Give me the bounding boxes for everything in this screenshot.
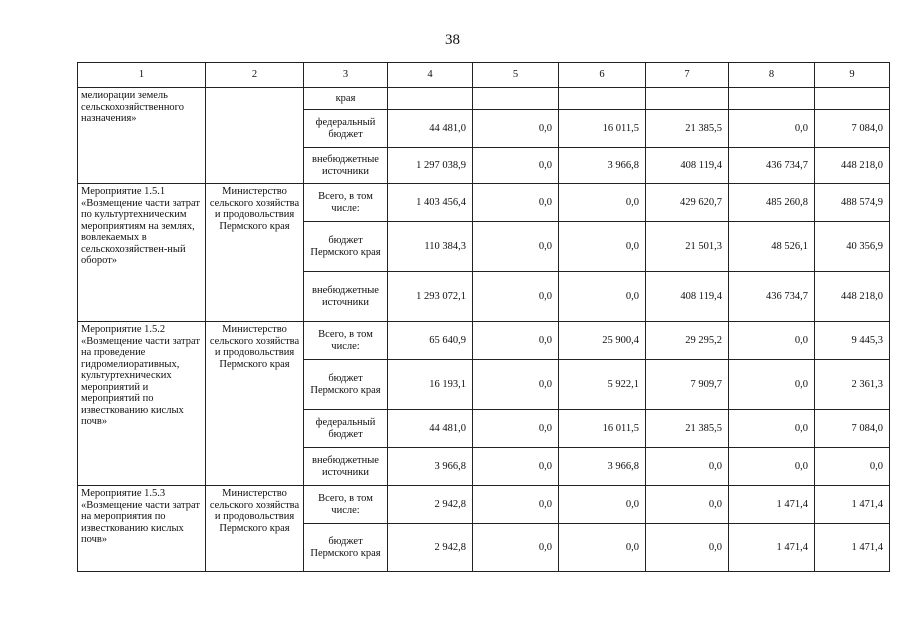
value-cell: 0,0 xyxy=(559,184,646,222)
value-cell: 29 295,2 xyxy=(646,322,729,360)
value-cell: 0,0 xyxy=(729,448,815,486)
value-cell: 0,0 xyxy=(729,110,815,148)
value-cell: 488 574,9 xyxy=(815,184,890,222)
value-cell: 2 361,3 xyxy=(815,360,890,410)
col-header-7: 7 xyxy=(646,63,729,88)
value-cell: 48 526,1 xyxy=(729,222,815,272)
value-cell: 0,0 xyxy=(559,222,646,272)
value-cell xyxy=(388,88,473,110)
activity-description: Мероприятие 1.5.2 «Возмещение части затрат на проведение гидромелиоративных, культуртехнических мероприятий и мероприятий по известкованию кислых почв» xyxy=(78,322,206,486)
value-cell: 0,0 xyxy=(646,524,729,572)
value-cell: 0,0 xyxy=(729,322,815,360)
value-cell: 21 385,5 xyxy=(646,410,729,448)
value-cell: 485 260,8 xyxy=(729,184,815,222)
value-cell: 2 942,8 xyxy=(388,486,473,524)
funding-source: внебюджетные источники xyxy=(304,148,388,184)
value-cell xyxy=(646,88,729,110)
value-cell: 1 293 072,1 xyxy=(388,272,473,322)
value-cell: 0,0 xyxy=(473,110,559,148)
value-cell: 0,0 xyxy=(729,410,815,448)
value-cell: 0,0 xyxy=(473,148,559,184)
header-row xyxy=(78,63,890,88)
value-cell xyxy=(729,88,815,110)
funding-source: Всего, в том числе: xyxy=(304,322,388,360)
value-cell: 0,0 xyxy=(473,322,559,360)
responsible-org: Министерство сельского хозяйства и продовольствия Пермского края xyxy=(206,184,304,322)
value-cell: 7 909,7 xyxy=(646,360,729,410)
col-header-3: 3 xyxy=(304,63,388,88)
page-number: 38 xyxy=(445,32,460,48)
funding-source: бюджет Пермского края xyxy=(304,360,388,410)
value-cell: 0,0 xyxy=(473,222,559,272)
value-cell: 16 193,1 xyxy=(388,360,473,410)
value-cell xyxy=(815,88,890,110)
funding-source: Всего, в том числе: xyxy=(304,184,388,222)
value-cell: 0,0 xyxy=(473,410,559,448)
funding-source: внебюджетные источники xyxy=(304,448,388,486)
value-cell: 0,0 xyxy=(473,360,559,410)
value-cell xyxy=(559,88,646,110)
value-cell: 436 734,7 xyxy=(729,148,815,184)
col-header-6: 6 xyxy=(559,63,646,88)
responsible-org: Министерство сельского хозяйства и продовольствия Пермского края xyxy=(206,486,304,572)
value-cell: 0,0 xyxy=(473,486,559,524)
value-cell: 448 218,0 xyxy=(815,148,890,184)
responsible-org xyxy=(206,88,304,184)
value-cell: 3 966,8 xyxy=(559,148,646,184)
value-cell: 16 011,5 xyxy=(559,410,646,448)
value-cell: 3 966,8 xyxy=(559,448,646,486)
col-header-1: 1 xyxy=(78,63,206,88)
table-row xyxy=(78,184,890,222)
value-cell: 0,0 xyxy=(559,486,646,524)
value-cell: 1 471,4 xyxy=(729,486,815,524)
col-header-8: 8 xyxy=(729,63,815,88)
value-cell: 0,0 xyxy=(473,524,559,572)
value-cell: 448 218,0 xyxy=(815,272,890,322)
funding-source: бюджет Пермского края xyxy=(304,524,388,572)
value-cell: 2 942,8 xyxy=(388,524,473,572)
value-cell: 7 084,0 xyxy=(815,110,890,148)
value-cell: 1 471,4 xyxy=(815,486,890,524)
value-cell: 44 481,0 xyxy=(388,410,473,448)
value-cell: 429 620,7 xyxy=(646,184,729,222)
col-header-9: 9 xyxy=(815,63,890,88)
value-cell: 408 119,4 xyxy=(646,148,729,184)
value-cell: 40 356,9 xyxy=(815,222,890,272)
value-cell: 110 384,3 xyxy=(388,222,473,272)
value-cell: 0,0 xyxy=(729,360,815,410)
value-cell: 1 471,4 xyxy=(815,524,890,572)
value-cell: 1 403 456,4 xyxy=(388,184,473,222)
value-cell: 65 640,9 xyxy=(388,322,473,360)
value-cell: 16 011,5 xyxy=(559,110,646,148)
value-cell: 0,0 xyxy=(473,448,559,486)
value-cell: 21 385,5 xyxy=(646,110,729,148)
funding-source: федеральный бюджет xyxy=(304,410,388,448)
funding-source: внебюджетные источники xyxy=(304,272,388,322)
value-cell: 1 297 038,9 xyxy=(388,148,473,184)
value-cell xyxy=(473,88,559,110)
table-row xyxy=(78,486,890,524)
activity-description: Мероприятие 1.5.3 «Возмещение части затрат на мероприятия по известкованию кислых почв» xyxy=(78,486,206,572)
funding-source: Всего, в том числе: xyxy=(304,486,388,524)
col-header-2: 2 xyxy=(206,63,304,88)
value-cell: 0,0 xyxy=(646,486,729,524)
table-row xyxy=(78,322,890,360)
value-cell: 25 900,4 xyxy=(559,322,646,360)
value-cell: 0,0 xyxy=(559,524,646,572)
activity-description: мелиорации земель сельскохозяйственного назначения» xyxy=(78,88,206,184)
value-cell: 0,0 xyxy=(473,272,559,322)
value-cell: 9 445,3 xyxy=(815,322,890,360)
value-cell: 7 084,0 xyxy=(815,410,890,448)
value-cell: 5 922,1 xyxy=(559,360,646,410)
value-cell: 3 966,8 xyxy=(388,448,473,486)
value-cell: 0,0 xyxy=(815,448,890,486)
value-cell: 21 501,3 xyxy=(646,222,729,272)
value-cell: 0,0 xyxy=(559,272,646,322)
value-cell: 44 481,0 xyxy=(388,110,473,148)
funding-source: бюджет Пермского края xyxy=(304,222,388,272)
activity-description: Мероприятие 1.5.1 «Возмещение части затрат по культуртехническим мероприятиям на землях, вовлекаемых в сельскохозяйствен-ный оборот» xyxy=(78,184,206,322)
col-header-4: 4 xyxy=(388,63,473,88)
value-cell: 1 471,4 xyxy=(729,524,815,572)
value-cell: 408 119,4 xyxy=(646,272,729,322)
value-cell: 0,0 xyxy=(646,448,729,486)
funding-source: края xyxy=(304,88,388,110)
funding-table xyxy=(77,62,890,572)
value-cell: 0,0 xyxy=(473,184,559,222)
value-cell: 436 734,7 xyxy=(729,272,815,322)
col-header-5: 5 xyxy=(473,63,559,88)
responsible-org: Министерство сельского хозяйства и продовольствия Пермского края xyxy=(206,322,304,486)
funding-source: федеральный бюджет xyxy=(304,110,388,148)
table-row xyxy=(78,88,890,110)
